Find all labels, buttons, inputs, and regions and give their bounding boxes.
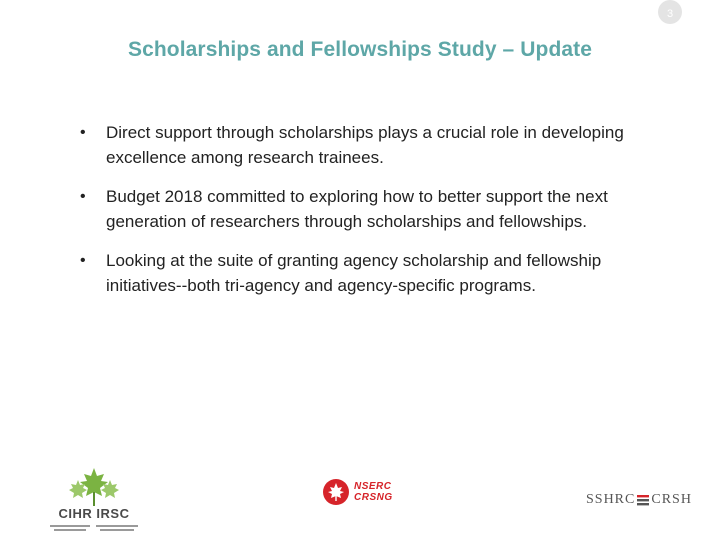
nserc-text [354, 481, 393, 503]
sshrc-bars-icon [637, 494, 649, 506]
bullet-marker: • [80, 188, 86, 205]
logo-footer [0, 460, 720, 540]
cihr-logo [44, 466, 144, 536]
bullet-text: Budget 2018 committed to exploring how to better support the next generation of researchers through scholarships and fellowships. [106, 187, 608, 231]
sshrc-logo [586, 492, 696, 512]
cihr-wordmark: CIHR IRSC [58, 506, 130, 521]
bullet-item [80, 184, 640, 234]
bullet-item [80, 120, 640, 170]
slide-title: Scholarships and Fellowships Study – Update [127, 38, 593, 61]
bullet-item [80, 248, 640, 298]
bullet-text: Direct support through scholarships plays a crucial role in developing excellence among research trainees. [106, 123, 624, 167]
nserc-leaf-icon [322, 478, 350, 506]
bullet-text: Looking at the suite of granting agency scholarship and fellowship initiatives--both tri-agency and agency-specific programs. [106, 251, 602, 295]
sshrc-left-text: SSHRC [586, 492, 636, 507]
nserc-logo [322, 478, 402, 518]
sshrc-right-text: CRSH [651, 492, 692, 507]
bullet-list [80, 120, 640, 312]
nserc-line2: CRSNG [354, 492, 393, 503]
page-number-badge: 3 [658, 0, 682, 24]
maple-leaves-icon [66, 466, 122, 508]
bullet-marker: • [80, 252, 86, 269]
bullet-marker: • [80, 124, 86, 141]
cihr-fine-print [46, 524, 142, 534]
nserc-line1: NSERC [354, 481, 392, 492]
